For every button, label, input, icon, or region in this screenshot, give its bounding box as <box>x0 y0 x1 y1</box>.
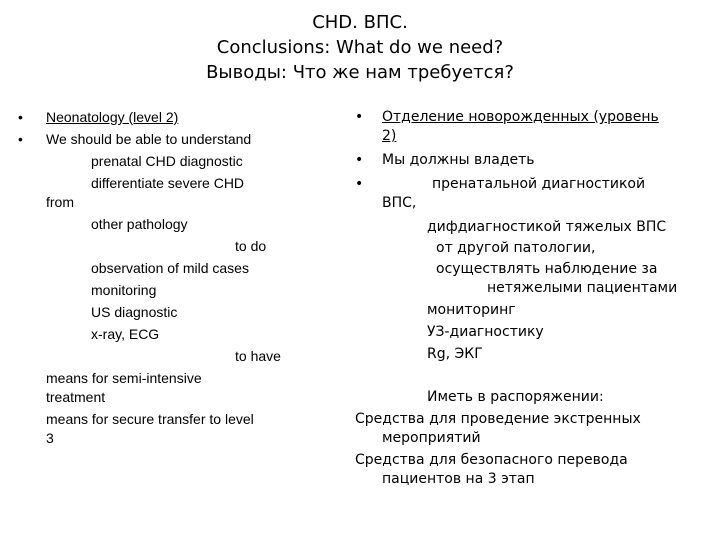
right-line: пациентов на 3 этап <box>382 471 535 487</box>
list-item <box>355 127 715 146</box>
left-line: means for semi-intensive <box>46 370 202 386</box>
right-line: нетяжелыми пациентами <box>487 280 678 296</box>
title-line-2: Conclusions: What do we need? <box>216 37 504 58</box>
list-item <box>355 151 715 170</box>
left-line: from <box>46 194 74 210</box>
right-line: дифдиагностикой тяжелых ВПС <box>427 219 667 235</box>
left-line: treatment <box>46 389 106 405</box>
left-line: 3 <box>46 430 54 446</box>
title-line-1: CHD. ВПС. <box>312 12 408 33</box>
right-line: Средства для проведение экстренных <box>355 411 641 427</box>
list-item <box>18 130 323 149</box>
slide-title <box>0 10 720 85</box>
left-column <box>18 108 323 448</box>
left-line: means for secure transfer to level <box>46 411 254 427</box>
list-item <box>18 108 323 127</box>
bullet: • <box>18 131 23 147</box>
bullet: • <box>18 109 23 125</box>
right-text: Мы должны владеть <box>382 152 535 168</box>
left-line: to do <box>235 238 267 254</box>
title-line-3: Выводы: Что же нам требуется? <box>206 62 514 83</box>
right-line: Rg, ЭКГ <box>427 346 483 362</box>
left-line: x-ray, ECG <box>91 326 160 342</box>
left-line: monitoring <box>91 282 157 298</box>
list-item <box>355 108 715 127</box>
left-line: differentiate severe CHD <box>91 175 245 191</box>
bullet: • <box>355 152 364 168</box>
left-heading: Neonatology (level 2) <box>46 109 179 125</box>
right-line: ВПС, <box>382 195 417 211</box>
bullet: • <box>355 176 364 192</box>
right-text: пренатальной диагностикой <box>432 176 646 192</box>
right-line: Средства для безопасного перевода <box>355 452 628 468</box>
left-line: other pathology <box>91 216 188 232</box>
right-line: мероприятий <box>382 430 481 446</box>
left-line: prenatal CHD diagnostic <box>91 153 243 169</box>
right-column <box>355 108 715 489</box>
right-line: от другой патологии, <box>436 240 596 256</box>
left-line: to have <box>235 348 281 364</box>
left-text: We should be able to understand <box>46 131 252 147</box>
right-heading-1: Отделение новорожденных (уровень <box>382 109 659 125</box>
left-line: US diagnostic <box>91 304 178 320</box>
right-line: мониторинг <box>427 302 516 318</box>
bullet: • <box>355 109 364 125</box>
right-line: осуществлять наблюдение за <box>436 261 658 277</box>
right-line: Иметь в распоряжении: <box>427 389 604 405</box>
left-line: observation of mild cases <box>91 260 249 276</box>
right-heading-2: 2) <box>382 128 397 144</box>
right-line: УЗ-диагностику <box>427 324 544 340</box>
list-item <box>355 175 715 194</box>
